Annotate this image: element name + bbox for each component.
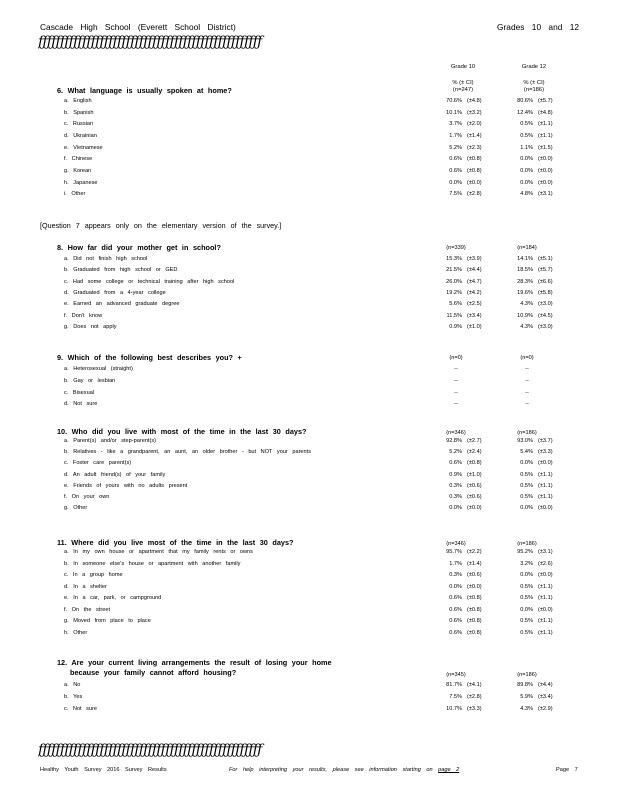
page-number: Page 7 xyxy=(556,767,578,773)
q11-title: 11. Where did you live most of the time in the last 30 days? xyxy=(57,538,294,547)
grade-12-percent: 0.5% xyxy=(520,472,533,478)
grade-12-percent: 12.4% xyxy=(517,110,533,116)
grade-10-ci: (±3.2) xyxy=(467,110,482,116)
grade-12-ci: (±0.0) xyxy=(538,168,553,174)
grade-10-percent: 0.0% xyxy=(449,584,462,590)
grade-12-ci: (±1.1) xyxy=(538,483,553,489)
grade-10-ci: (±4.2) xyxy=(467,290,482,296)
grade-12-ci: (±5.1) xyxy=(538,256,553,262)
q6-title: 6. What language is usually spoken at home? xyxy=(57,86,232,95)
grade-12-ci: (±1.1) xyxy=(538,472,553,478)
answer-option: a. Heterosexual (straight) xyxy=(64,366,133,372)
grade-10-percent: 0.6% xyxy=(449,168,462,174)
grade-10-value: -- xyxy=(454,366,458,372)
grade-10-ci: (±2.0) xyxy=(467,121,482,127)
grade-10-percent: 26.0% xyxy=(446,279,462,285)
grade-12-percent: 3.2% xyxy=(520,561,533,567)
grade-12-ci: (±2.9) xyxy=(538,706,553,712)
q8-title: 8. How far did your mother get in school? xyxy=(57,243,221,252)
grade-10-ci: (±1.4) xyxy=(467,561,482,567)
grade-10-ci: (±3.9) xyxy=(467,256,482,262)
answer-option: f. Chinese xyxy=(64,156,93,162)
grade-10-ci: (±1.0) xyxy=(467,324,482,330)
answer-option: b. Spanish xyxy=(64,110,94,116)
grade-12-ci: (±1.1) xyxy=(538,121,553,127)
grade-10-percent: 0.6% xyxy=(449,460,462,466)
grade-12-percent: 4.8% xyxy=(520,191,533,197)
grade-12-ci: (±1.1) xyxy=(538,618,553,624)
grade-12-percent: 0.0% xyxy=(520,156,533,162)
grade-10-percent: 10.7% xyxy=(446,706,462,712)
grade-10-percent: 81.7% xyxy=(446,682,462,688)
answer-option: d. Ukrainian xyxy=(64,133,97,139)
grade-12-ci: (±5.7) xyxy=(538,98,553,104)
footer-help-label: For help interpreting your results, please see information starting on xyxy=(229,767,433,773)
grade-12-ci: (±3.4) xyxy=(538,694,553,700)
grade-12-percent: 4.3% xyxy=(520,301,533,307)
answer-option: i. Other xyxy=(64,191,86,197)
n-grade-12: (n=186) xyxy=(523,87,545,93)
grade-12-ci: (±0.0) xyxy=(538,505,553,511)
grade-12-ci: (±6.6) xyxy=(538,279,553,285)
answer-option: g. Does not apply xyxy=(64,324,117,330)
grade-10-percent: 0.6% xyxy=(449,156,462,162)
grade-10-ci: (±2.8) xyxy=(467,694,482,700)
grade-10-header: Grade 10 xyxy=(450,64,476,70)
grade-12-percent: 19.6% xyxy=(517,290,533,296)
grade-10-ci: (±2.4) xyxy=(467,449,482,455)
grade-12-percent: 4.3% xyxy=(520,706,533,712)
grade-12-percent: 1.1% xyxy=(520,145,533,151)
grade-12-ci: (±3.1) xyxy=(538,549,553,555)
grade-12-percent: 0.0% xyxy=(520,572,533,578)
grade-10-ci: (±2.5) xyxy=(467,301,482,307)
grade-12-value: -- xyxy=(525,378,529,384)
grade-12-header: Grade 12 xyxy=(521,64,547,70)
answer-option: d. Not sure xyxy=(64,401,98,407)
answer-option: b. Yes xyxy=(64,694,83,700)
q11-n-grade-10: (n=346) xyxy=(446,541,466,547)
grade-10-ci: (±0.8) xyxy=(467,156,482,162)
q12-n-grade-10: (n=345) xyxy=(446,672,466,678)
grade-12-ci: (±0.0) xyxy=(538,607,553,613)
grade-10-ci: (±0.0) xyxy=(467,505,482,511)
grade-10-percent: 7.5% xyxy=(449,694,462,700)
grade-10-ci: (±2.3) xyxy=(467,145,482,151)
grade-10-ci: (±0.0) xyxy=(467,180,482,186)
grades-label: Grades 10 and 12 xyxy=(497,22,580,32)
grade-12-ci: (±3.1) xyxy=(538,191,553,197)
footer-page-link[interactable]: page 2 xyxy=(438,767,460,773)
grade-12-ci: (±0.0) xyxy=(538,572,553,578)
answer-option: g. Other xyxy=(64,505,88,511)
answer-option: c. Foster care parent(s) xyxy=(64,460,132,466)
grade-10-percent: 0.3% xyxy=(449,483,462,489)
grade-12-ci: (±4.5) xyxy=(538,313,553,319)
grade-10-value: -- xyxy=(454,401,458,407)
grade-12-ci: (±5.7) xyxy=(538,267,553,273)
school-name: Cascade High School (Everett School District) xyxy=(40,22,236,32)
grade-10-ci: (±2.8) xyxy=(467,191,482,197)
grade-10-percent: 0.3% xyxy=(449,494,462,500)
grade-12-ci: (±2.6) xyxy=(538,561,553,567)
grade-10-ci: (±0.6) xyxy=(467,572,482,578)
grade-12-percent: 5.4% xyxy=(520,449,533,455)
grade-12-ci: (±1.1) xyxy=(538,584,553,590)
grade-12-percent: 95.2% xyxy=(517,549,533,555)
grade-12-value: -- xyxy=(525,401,529,407)
question-7-note: [Question 7 appears only on the elementary version of the survey.] xyxy=(40,221,282,230)
grade-12-ci: (±4.4) xyxy=(538,682,553,688)
answer-option: c. Russian xyxy=(64,121,94,127)
answer-option: e. Vietnamese xyxy=(64,145,103,151)
answer-option: e. Friends of yours with no adults present xyxy=(64,483,188,489)
grade-10-ci: (±4.1) xyxy=(467,682,482,688)
grade-12-percent: 14.1% xyxy=(517,256,533,262)
grade-12-percent: 0.5% xyxy=(520,595,533,601)
q9-n-grade-10: (n=0) xyxy=(449,355,463,361)
q12-title-line2: because your family cannot afford housing? xyxy=(70,668,237,677)
answer-option: b. In someone else's house or apartment with another family xyxy=(64,561,241,567)
answer-option: a. English xyxy=(64,98,92,104)
n-grade-10: (n=247) xyxy=(452,87,474,93)
grade-10-percent: 1.7% xyxy=(449,561,462,567)
q11-n-grade-12: (n=186) xyxy=(517,541,537,547)
answer-option: e. In a car, park, or campground xyxy=(64,595,162,601)
answer-option: c. Bisexual xyxy=(64,390,95,396)
grade-12-ci: (±3.0) xyxy=(538,324,553,330)
q8-n-grade-10: (n=339) xyxy=(446,245,466,251)
answer-option: c. Had some college or technical training after high school xyxy=(64,279,235,285)
grade-10-percent: 7.5% xyxy=(449,191,462,197)
grade-12-ci: (±1.5) xyxy=(538,145,553,151)
grade-10-ci: (±0.6) xyxy=(467,483,482,489)
grade-12-percent: 93.0% xyxy=(517,438,533,444)
grade-10-percent: 0.3% xyxy=(449,572,462,578)
grade-12-percent: 0.5% xyxy=(520,121,533,127)
pct-ci-header: % (± CI) xyxy=(452,80,474,86)
answer-option: h. Japanese xyxy=(64,180,98,186)
grade-12-percent: 0.5% xyxy=(520,494,533,500)
grade-12-ci: (±3.3) xyxy=(538,449,553,455)
answer-option: a. Parent(s) and/or step-parent(s) xyxy=(64,438,157,444)
grade-12-value: -- xyxy=(525,390,529,396)
grade-10-percent: 92.8% xyxy=(446,438,462,444)
grade-12-percent: 80.6% xyxy=(517,98,533,104)
grade-12-percent: 0.5% xyxy=(520,630,533,636)
grade-10-ci: (±2.2) xyxy=(467,549,482,555)
grade-12-ci: (±3.7) xyxy=(538,438,553,444)
grade-10-percent: 21.5% xyxy=(446,267,462,273)
grade-10-ci: (±3.4) xyxy=(467,313,482,319)
answer-option: d. Graduated from a 4-year college xyxy=(64,290,166,296)
grade-12-ci: (±1.1) xyxy=(538,133,553,139)
answer-option: f. Don't know xyxy=(64,313,103,319)
q12-title-line1: 12. Are your current living arrangements the result of losing your home xyxy=(57,658,332,667)
grade-12-percent: 0.0% xyxy=(520,505,533,511)
grade-10-ci: (±1.4) xyxy=(467,133,482,139)
grade-10-percent: 70.6% xyxy=(446,98,462,104)
footer-left: Healthy Youth Survey 2016 Survey Results xyxy=(40,767,167,773)
grade-10-ci: (±0.8) xyxy=(467,595,482,601)
grade-10-ci: (±1.0) xyxy=(467,472,482,478)
answer-option: d. An adult friend(s) of your family xyxy=(64,472,166,478)
grade-12-percent: 4.3% xyxy=(520,324,533,330)
grade-10-percent: 0.9% xyxy=(449,324,462,330)
grade-10-percent: 3.7% xyxy=(449,121,462,127)
footer-help-text xyxy=(229,767,459,773)
grade-12-ci: (±1.1) xyxy=(538,630,553,636)
grade-10-ci: (±0.8) xyxy=(467,630,482,636)
q9-n-grade-12: (n=0) xyxy=(520,355,534,361)
answer-option: d. In a shelter xyxy=(64,584,107,590)
grade-10-percent: 5.6% xyxy=(449,301,462,307)
grade-10-value: -- xyxy=(454,390,458,396)
answer-option: a. In my own house or apartment that my family rents or owns xyxy=(64,549,253,555)
grade-12-percent: 0.5% xyxy=(520,133,533,139)
grade-12-percent: 89.8% xyxy=(517,682,533,688)
pct-ci-header: % (± CI) xyxy=(523,80,545,86)
grade-10-percent: 15.3% xyxy=(446,256,462,262)
q10-n-grade-10: (n=346) xyxy=(446,430,466,436)
grade-10-ci: (±4.4) xyxy=(467,267,482,273)
grade-10-ci: (±0.8) xyxy=(467,168,482,174)
grade-10-percent: 0.0% xyxy=(449,180,462,186)
grade-10-percent: 95.7% xyxy=(446,549,462,555)
grade-12-percent: 0.5% xyxy=(520,584,533,590)
answer-option: g. Korean xyxy=(64,168,92,174)
grade-10-ci: (±2.7) xyxy=(467,438,482,444)
grade-10-percent: 0.0% xyxy=(449,505,462,511)
grade-10-ci: (±0.6) xyxy=(467,494,482,500)
grade-12-percent: 0.0% xyxy=(520,180,533,186)
grade-10-percent: 0.6% xyxy=(449,618,462,624)
grade-10-ci: (±4.7) xyxy=(467,279,482,285)
grade-10-percent: 0.6% xyxy=(449,607,462,613)
answer-option: h. Other xyxy=(64,630,88,636)
answer-option: g. Moved from place to place xyxy=(64,618,151,624)
answer-option: f. On your own xyxy=(64,494,110,500)
grade-12-ci: (±1.1) xyxy=(538,595,553,601)
grade-10-ci: (±0.0) xyxy=(467,584,482,590)
grade-10-ci: (±0.8) xyxy=(467,460,482,466)
top-rule: ƒƒƒƒƒƒƒƒƒƒƒƒƒƒƒƒƒƒƒƒƒƒƒƒƒƒƒƒƒƒƒƒƒƒƒƒƒƒƒƒƒƒƒƒƒƒƒƒƒƒƒ xyxy=(38,34,262,50)
grade-10-percent: 10.1% xyxy=(446,110,462,116)
grade-12-percent: 28.3% xyxy=(517,279,533,285)
grade-12-percent: 0.5% xyxy=(520,483,533,489)
grade-10-ci: (±0.8) xyxy=(467,607,482,613)
answer-option: b. Graduated from high school or GED xyxy=(64,267,178,273)
grade-12-percent: 0.0% xyxy=(520,607,533,613)
answer-option: a. Did not finish high school xyxy=(64,256,148,262)
grade-10-percent: 11.5% xyxy=(446,313,462,319)
grade-12-value: -- xyxy=(525,366,529,372)
answer-option: a. No xyxy=(64,682,81,688)
q12-n-grade-12: (n=186) xyxy=(517,672,537,678)
answer-option: b. Relatives - like a grandparent, an aunt, an older brother - but NOT your parents xyxy=(64,449,312,455)
grade-12-ci: (±3.0) xyxy=(538,301,553,307)
grade-12-percent: 10.9% xyxy=(517,313,533,319)
grade-12-percent: 0.0% xyxy=(520,460,533,466)
grade-12-percent: 0.0% xyxy=(520,168,533,174)
answer-option: b. Gay or lesbian xyxy=(64,378,116,384)
answer-option: c. Not sure xyxy=(64,706,98,712)
grade-10-percent: 0.6% xyxy=(449,630,462,636)
grade-10-percent: 0.6% xyxy=(449,595,462,601)
grade-10-value: -- xyxy=(454,378,458,384)
q10-n-grade-12: (n=186) xyxy=(517,430,537,436)
grade-12-percent: 5.9% xyxy=(520,694,533,700)
grade-12-ci: (±0.0) xyxy=(538,460,553,466)
grade-10-percent: 5.2% xyxy=(449,449,462,455)
grade-10-ci: (±0.8) xyxy=(467,618,482,624)
grade-12-ci: (±0.0) xyxy=(538,180,553,186)
grade-10-ci: (±4.8) xyxy=(467,98,482,104)
answer-option: e. Earned an advanced graduate degree xyxy=(64,301,180,307)
q10-title: 10. Who did you live with most of the time in the last 30 days? xyxy=(57,427,307,436)
grade-10-percent: 0.9% xyxy=(449,472,462,478)
grade-12-percent: 18.5% xyxy=(517,267,533,273)
grade-10-percent: 1.7% xyxy=(449,133,462,139)
grade-10-percent: 5.2% xyxy=(449,145,462,151)
grade-12-ci: (±4.8) xyxy=(538,110,553,116)
answer-option: c. In a group home xyxy=(64,572,123,578)
grade-12-ci: (±0.0) xyxy=(538,156,553,162)
q8-n-grade-12: (n=184) xyxy=(517,245,537,251)
answer-option: f. On the street xyxy=(64,607,110,613)
q9-title: 9. Which of the following best describes you? + xyxy=(57,353,242,362)
bottom-rule: ƒƒƒƒƒƒƒƒƒƒƒƒƒƒƒƒƒƒƒƒƒƒƒƒƒƒƒƒƒƒƒƒƒƒƒƒƒƒƒƒƒƒƒƒƒƒƒƒƒƒƒ xyxy=(38,742,262,758)
grade-12-percent: 0.5% xyxy=(520,618,533,624)
grade-10-percent: 19.2% xyxy=(446,290,462,296)
grade-10-ci: (±3.3) xyxy=(467,706,482,712)
grade-12-ci: (±1.1) xyxy=(538,494,553,500)
grade-12-ci: (±5.8) xyxy=(538,290,553,296)
